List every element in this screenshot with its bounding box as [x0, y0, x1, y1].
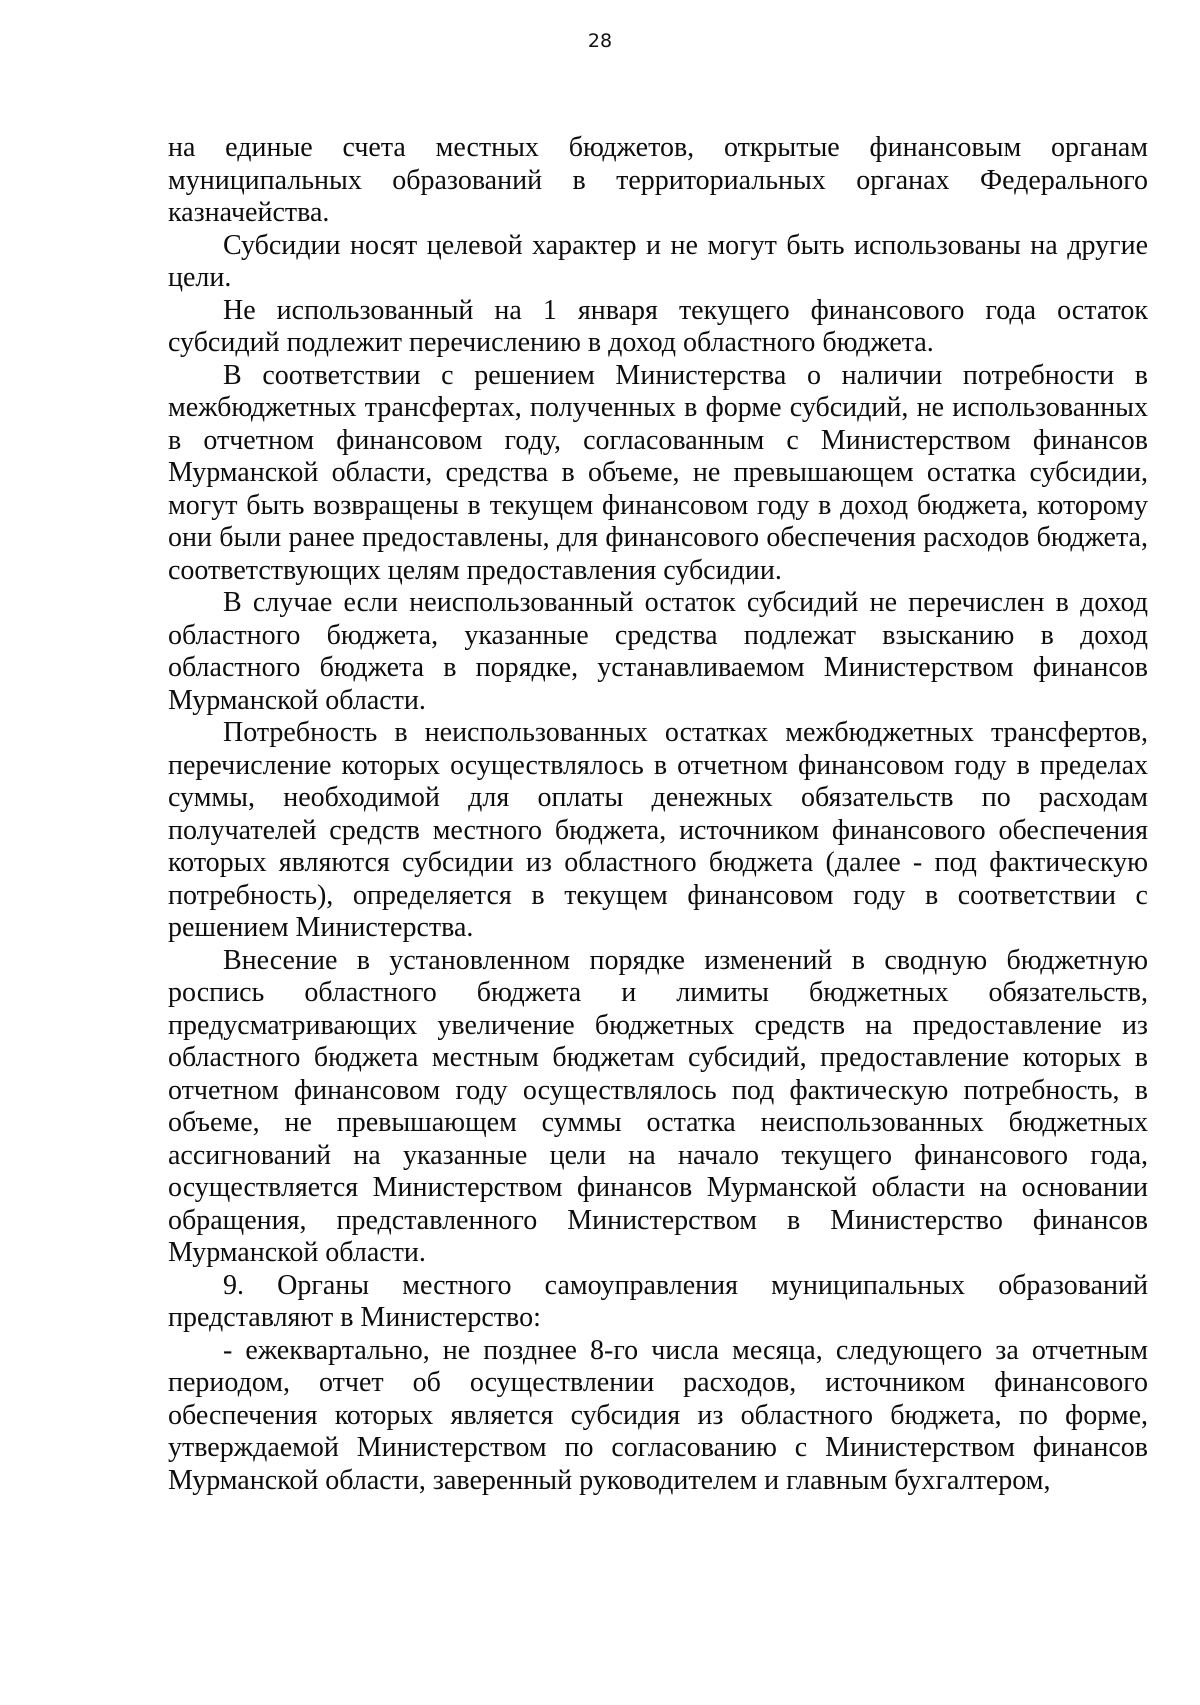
paragraph: Потребность в неиспользованных остатках межбюджетных трансфертов, перечисление которых осуществлялось в отчетном финансовом году в пределах суммы, необходимой для оплаты денежных обязательств по расходам получателей средств местного бюджета, источником финансового обеспечения которых являются субсидии из областного бюджета (далее - под фактическую потребность), определяется в текущем финансовом году в соответствии с решением Министерства. [168, 717, 1148, 943]
paragraph: В случае если неиспользованный остаток субсидий не перечислен в доход областного бюджета, указанные средства подлежат взысканию в доход областного бюджета в порядке, устанавливаемом Министерством финансов Мурманской области. [168, 587, 1148, 716]
paragraph: на единые счета местных бюджетов, открытые финансовым органам муниципальных образований в территориальных органах Федерального казначейства. [168, 132, 1148, 228]
paragraph: В соответствии с решением Министерства о наличии потребности в межбюджетных трансфертах, полученных в форме субсидий, не использованных в отчетном финансовом году, согласованным с Министерством финансов Мурманской области, средства в объеме, не превышающем остатка субсидии, могут быть возвращены в текущем финансовом году в доход бюджета, которому они были ранее предоставлены, для финансового обеспечения расходов бюджета, соответствующих целям предоставления субсидии. [168, 359, 1148, 586]
document-body [168, 132, 1148, 1497]
paragraph: 9. Органы местного самоуправления муниципальных образований представляют в Министерство: [168, 1269, 1148, 1333]
paragraph: - ежеквартально, не позднее 8-го числа месяца, следующего за отчетным периодом, отчет об осуществлении расходов, источником финансового обеспечения которых является субсидия из областного бюджета, по форме, утверждаемой Министерством по согласованию с Министерством финансов Мурманской области, заверенный руководителем и главным бухгалтером, [168, 1334, 1148, 1496]
paragraph: Не использованный на 1 января текущего финансового года остаток субсидий подлежит перечислению в доход областного бюджета. [168, 294, 1148, 358]
paragraph: Внесение в установленном порядке изменений в сводную бюджетную роспись областного бюджета и лимиты бюджетных обязательств, предусматривающих увеличение бюджетных средств на предоставление из областного бюджета местным бюджетам субсидий, предоставление которых в отчетном финансовом году осуществлялось под фактическую потребность, в объеме, не превышающем суммы остатка неиспользованных бюджетных ассигнований на указанные цели на начало текущего финансового года, осуществляется Министерством финансов Мурманской области на основании обращения, представленного Министерством в Министерство финансов Мурманской области. [168, 944, 1148, 1268]
page-number: 28 [587, 30, 613, 52]
paragraph: Субсидии носят целевой характер и не могут быть использованы на другие цели. [168, 229, 1148, 293]
